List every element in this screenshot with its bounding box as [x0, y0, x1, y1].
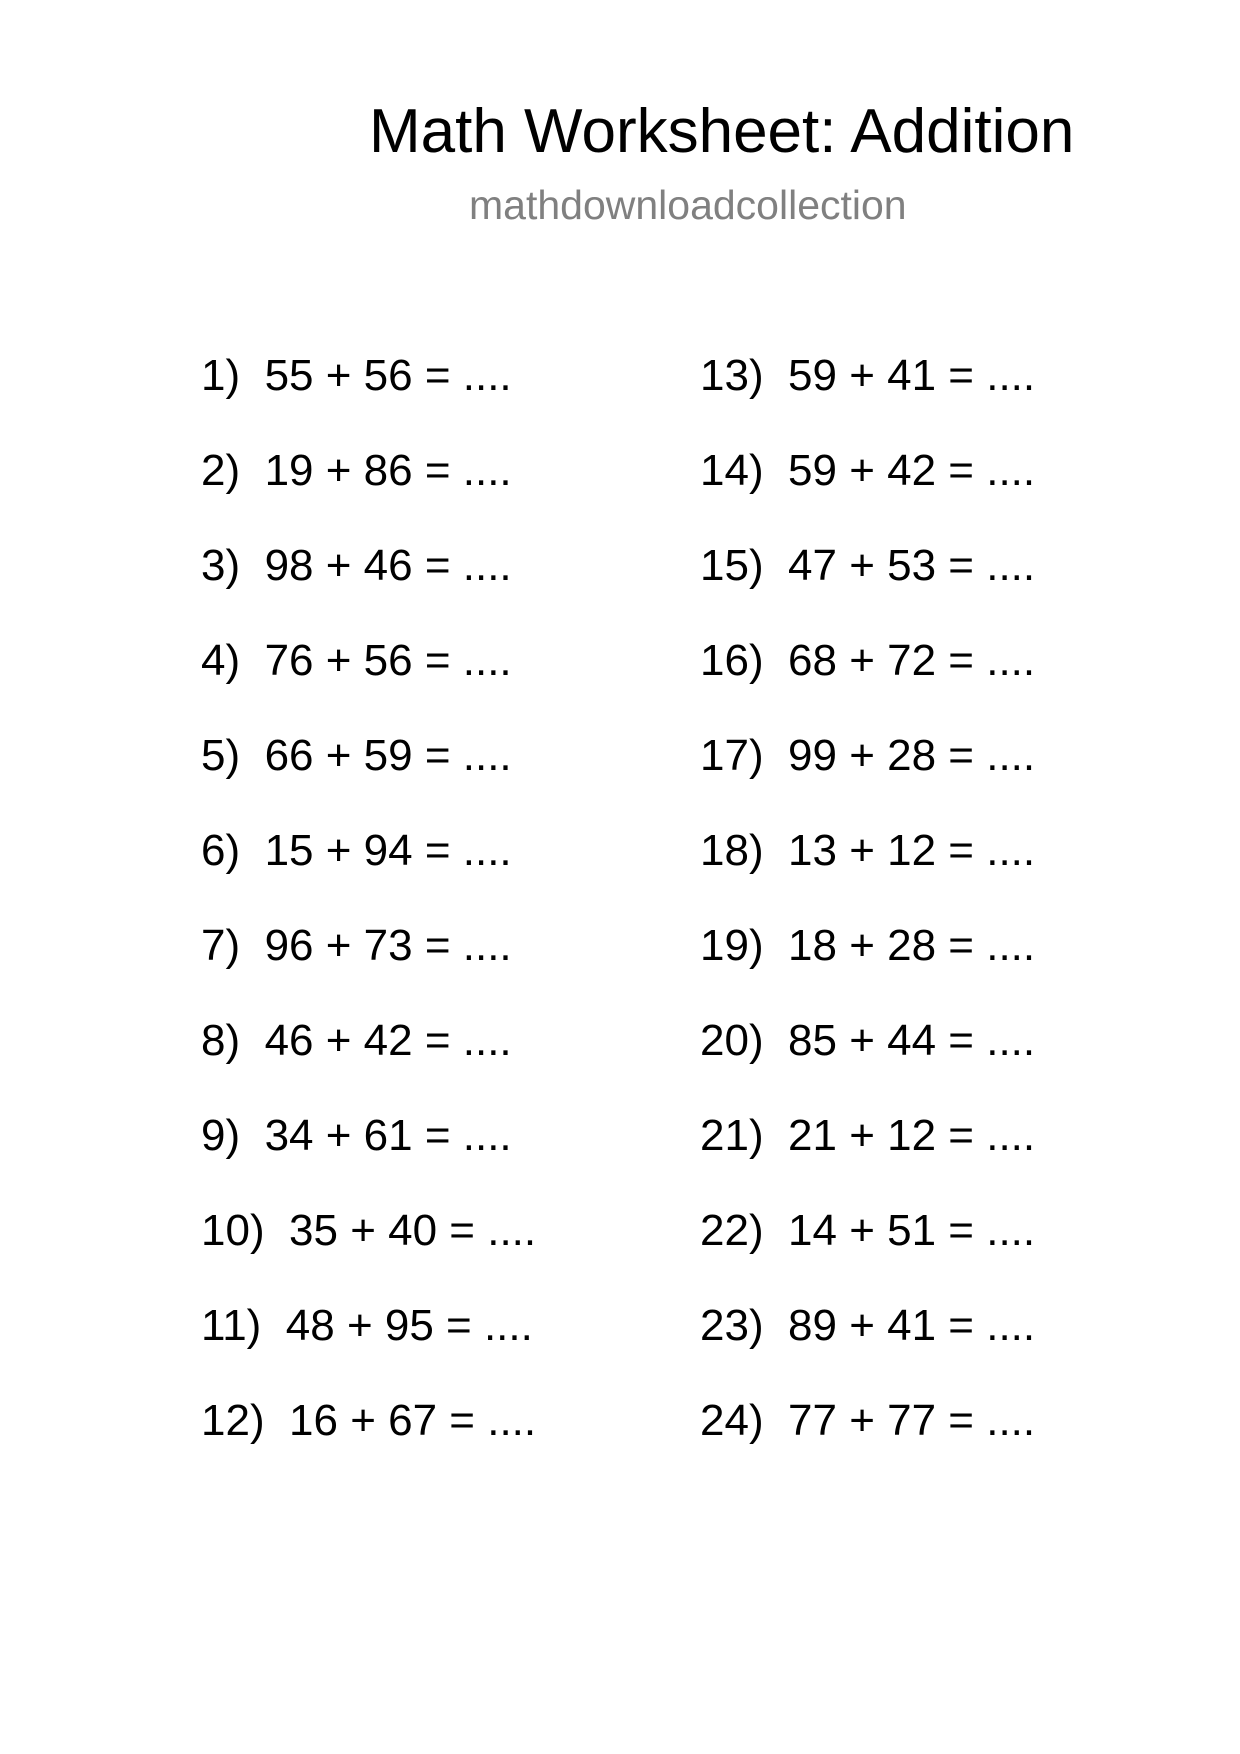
problem-item	[201, 635, 536, 730]
problem-expression: 35 + 40 = ....	[289, 1206, 537, 1255]
problem-number: 8)	[201, 1016, 241, 1065]
problem-expression: 98 + 46 = ....	[264, 541, 512, 590]
problem-number: 22)	[700, 1206, 764, 1255]
problem-item	[201, 825, 536, 920]
problem-number: 19)	[700, 921, 764, 970]
problem-expression: 18 + 28 = ....	[788, 921, 1036, 970]
problem-expression: 66 + 59 = ....	[264, 731, 512, 780]
worksheet-title: Math Worksheet: Addition	[369, 97, 1075, 166]
problem-item	[700, 1300, 1035, 1395]
problem-item	[201, 730, 536, 825]
problem-number: 15)	[700, 541, 764, 590]
problem-item	[700, 1110, 1035, 1205]
problem-item	[201, 1300, 536, 1395]
problem-expression: 59 + 41 = ....	[788, 351, 1036, 400]
problem-item	[201, 1395, 536, 1490]
problem-item	[700, 1205, 1035, 1300]
problem-number: 13)	[700, 351, 764, 400]
problem-number: 14)	[700, 446, 764, 495]
problem-expression: 14 + 51 = ....	[788, 1206, 1036, 1255]
left-problem-column	[201, 350, 536, 1490]
problem-number: 17)	[700, 731, 764, 780]
problem-expression: 77 + 77 = ....	[788, 1396, 1036, 1445]
problem-expression: 34 + 61 = ....	[264, 1111, 512, 1160]
problem-item	[700, 730, 1035, 825]
problem-number: 18)	[700, 826, 764, 875]
problem-expression: 55 + 56 = ....	[264, 351, 512, 400]
problem-expression: 13 + 12 = ....	[788, 826, 1036, 875]
worksheet-subtitle: mathdownloadcollection	[469, 182, 907, 228]
problem-expression: 59 + 42 = ....	[788, 446, 1036, 495]
problem-number: 16)	[700, 636, 764, 685]
problem-expression: 19 + 86 = ....	[264, 446, 512, 495]
problem-expression: 96 + 73 = ....	[264, 921, 512, 970]
problem-item	[700, 445, 1035, 540]
problem-number: 10)	[201, 1206, 265, 1255]
problem-item	[201, 1205, 536, 1300]
problem-item	[700, 540, 1035, 635]
problem-number: 5)	[201, 731, 241, 780]
problem-expression: 89 + 41 = ....	[788, 1301, 1036, 1350]
problem-item	[201, 1015, 536, 1110]
problem-expression: 99 + 28 = ....	[788, 731, 1036, 780]
problem-item	[201, 920, 536, 1015]
problem-number: 1)	[201, 351, 241, 400]
problem-number: 11)	[201, 1301, 262, 1350]
problem-item	[700, 635, 1035, 730]
problem-item	[700, 920, 1035, 1015]
problem-number: 23)	[700, 1301, 764, 1350]
problem-expression: 85 + 44 = ....	[788, 1016, 1036, 1065]
problem-expression: 16 + 67 = ....	[289, 1396, 537, 1445]
problem-item	[201, 540, 536, 635]
problem-number: 6)	[201, 826, 241, 875]
problem-number: 3)	[201, 541, 241, 590]
problem-number: 21)	[700, 1111, 764, 1160]
right-problem-column	[700, 350, 1035, 1490]
problem-number: 2)	[201, 446, 241, 495]
problem-number: 24)	[700, 1396, 764, 1445]
problem-expression: 46 + 42 = ....	[264, 1016, 512, 1065]
problem-expression: 21 + 12 = ....	[788, 1111, 1036, 1160]
problem-item	[700, 350, 1035, 445]
problem-expression: 68 + 72 = ....	[788, 636, 1036, 685]
problem-expression: 76 + 56 = ....	[264, 636, 512, 685]
problem-number: 12)	[201, 1396, 265, 1445]
problem-item	[201, 350, 536, 445]
problem-item	[700, 825, 1035, 920]
problem-number: 7)	[201, 921, 241, 970]
problem-number: 20)	[700, 1016, 764, 1065]
problem-number: 4)	[201, 636, 241, 685]
problem-expression: 47 + 53 = ....	[788, 541, 1036, 590]
problem-item	[201, 1110, 536, 1205]
problem-number: 9)	[201, 1111, 241, 1160]
problem-expression: 48 + 95 = ....	[285, 1301, 533, 1350]
problem-expression: 15 + 94 = ....	[264, 826, 512, 875]
problem-item	[201, 445, 536, 540]
problem-item	[700, 1015, 1035, 1110]
problem-item	[700, 1395, 1035, 1490]
